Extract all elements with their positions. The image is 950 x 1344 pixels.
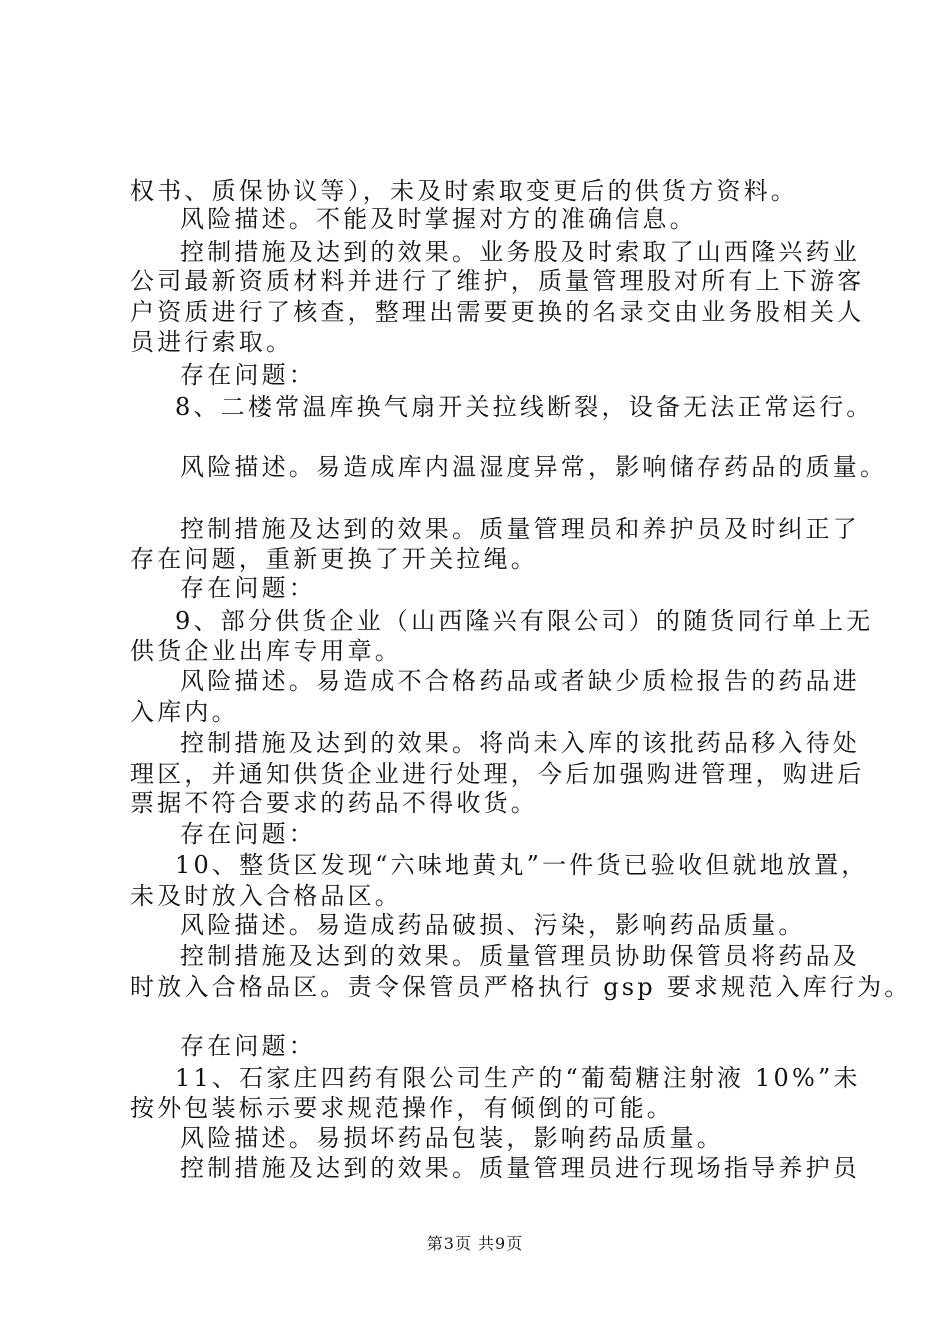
text-line: 存在问题： bbox=[180, 820, 316, 848]
text-line: 风险描述。易造成库内温湿度异常，影响储存药品的质量。 bbox=[180, 453, 888, 481]
text-line: 存在问题，重新更换了开关拉绳。 bbox=[130, 545, 538, 573]
text-line: 按外包装标示要求规范操作，有倾倒的可能。 bbox=[130, 1094, 674, 1122]
text-line: 权书、质保协议等），未及时索取变更后的供货方资料。 bbox=[130, 177, 798, 205]
text-line: 员进行索取。 bbox=[130, 328, 294, 356]
text-line: 10、整货区发现“六味地黄丸”一件货已验收但就地放置， bbox=[175, 851, 869, 879]
text-line: 入库内。 bbox=[130, 698, 239, 726]
text-line: 存在问题： bbox=[180, 1032, 316, 1060]
text-line: 11、石家庄四药有限公司生产的“葡萄糖注射液 10%”未 bbox=[175, 1064, 861, 1092]
text-line: 户资质进行了核查，整理出需要更换的名录交由业务股相关人 bbox=[130, 298, 865, 326]
text-line: 9、部分供货企业（山西隆兴有限公司）的随货同行单上无 bbox=[175, 607, 874, 635]
text-line: 控制措施及达到的效果。将尚未入库的该批药品移入待处 bbox=[180, 729, 860, 757]
text-line: 风险描述。易造成不合格药品或者缺少质检报告的药品进 bbox=[180, 667, 860, 695]
text-line: 票据不符合要求的药品不得收货。 bbox=[130, 789, 538, 817]
text-line: 供货企业出库专用章。 bbox=[130, 637, 402, 665]
text-line: 存在问题： bbox=[180, 361, 316, 389]
text-line: 风险描述。不能及时掌握对方的准确信息。 bbox=[180, 205, 697, 233]
text-line: 控制措施及达到的效果。质量管理员协助保管员将药品及 bbox=[180, 942, 860, 970]
text-line: 未及时放入合格品区。 bbox=[130, 882, 402, 910]
text-line: 控制措施及达到的效果。质量管理员进行现场指导养护员 bbox=[180, 1154, 860, 1182]
text-line: 时放入合格品区。责令保管员严格执行 gsp 要求规范入库行为。 bbox=[130, 973, 912, 1001]
text-line: 风险描述。易损坏药品包装，影响药品质量。 bbox=[180, 1124, 724, 1152]
text-line: 公司最新资质材料并进行了维护，质量管理股对所有上下游客 bbox=[130, 267, 865, 295]
text-line: 存在问题： bbox=[180, 574, 316, 602]
text-line: 控制措施及达到的效果。业务股及时索取了山西隆兴药业 bbox=[180, 238, 860, 266]
text-line: 理区，并通知供货企业进行处理，今后加强购进管理，购进后 bbox=[130, 760, 865, 788]
page-footer: 第3页 共9页 bbox=[426, 1234, 524, 1253]
text-line: 控制措施及达到的效果。质量管理员和养护员及时纠正了 bbox=[180, 515, 860, 543]
text-line: 8、二楼常温库换气扇开关拉线断裂，设备无法正常运行。 bbox=[175, 393, 874, 421]
text-line: 风险描述。易造成药品破损、污染，影响药品质量。 bbox=[180, 911, 806, 939]
